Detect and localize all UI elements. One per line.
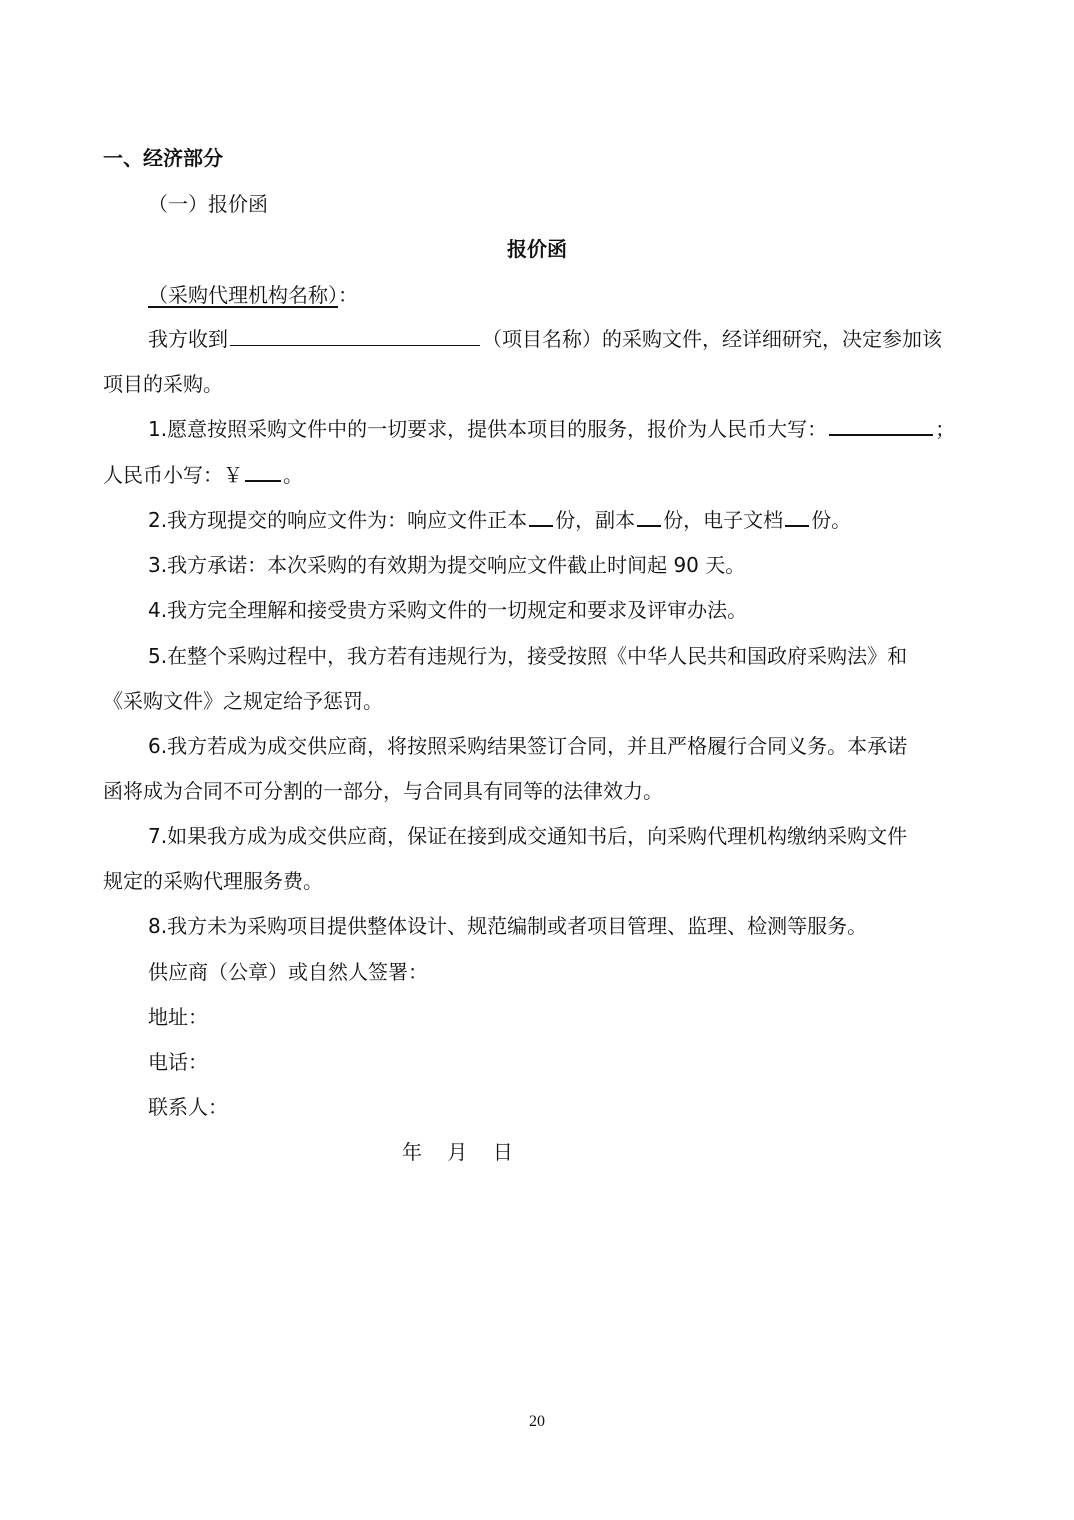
original-copies-blank bbox=[529, 505, 553, 527]
item-2-part-2: 份，副本 bbox=[555, 508, 636, 532]
addressee-name: （采购代理机构名称） bbox=[148, 283, 338, 307]
addressee-suffix: ： bbox=[338, 283, 358, 307]
item-6-line-1: 6.我方若成为成交供应商，将按照采购结果签订合同，并且严格履行合同义务。本承诺 bbox=[148, 734, 908, 758]
date-line: 年 月 日 bbox=[402, 1140, 513, 1164]
item-5-line-2: 《采购文件》之规定给予惩罚。 bbox=[103, 689, 383, 713]
price-words-blank bbox=[829, 414, 933, 436]
item-8: 8.我方未为采购项目提供整体设计、规范编制或者项目管理、监理、检测等服务。 bbox=[148, 914, 868, 938]
item-1-text: 1.愿意按照采购文件中的一切要求，提供本项目的服务，报价为人民币大写： bbox=[148, 417, 828, 441]
phone-label: 电话： bbox=[148, 1050, 208, 1074]
item-2-part-3: 份，电子文档 bbox=[663, 508, 784, 532]
section-title: 一、经济部分 bbox=[103, 146, 223, 170]
electronic-copies-blank bbox=[785, 505, 809, 527]
item-7-line-2: 规定的采购代理服务费。 bbox=[103, 869, 323, 893]
supplier-signature-label: 供应商（公章）或自然人签署： bbox=[148, 960, 428, 984]
item-1-line-2-suffix: 。 bbox=[283, 463, 303, 487]
address-label: 地址： bbox=[148, 1005, 208, 1029]
item-7-line-1: 7.如果我方成为成交供应商，保证在接到成交通知书后，向采购代理机构缴纳采购文件 bbox=[148, 824, 908, 848]
intro-prefix: 我方收到 bbox=[148, 327, 228, 351]
item-1-line-2 bbox=[103, 460, 303, 490]
item-3: 3.我方承诺：本次采购的有效期为提交响应文件截止时间起 90 天。 bbox=[148, 553, 746, 577]
price-figure-blank bbox=[245, 460, 281, 482]
item-6-line-2: 函将成为合同不可分割的一部分，与合同具有同等的法律效力。 bbox=[103, 779, 663, 803]
subsection-title: （一）报价函 bbox=[148, 192, 268, 216]
item-1-line-1 bbox=[148, 414, 955, 444]
item-2 bbox=[148, 505, 851, 535]
price-figure-label: 人民币小写：￥ bbox=[103, 463, 243, 487]
intro-middle: （项目名称）的采购文件，经详细研究，决定参加该 bbox=[482, 327, 942, 351]
page-number: 20 bbox=[529, 1413, 545, 1430]
intro-continuation: 项目的采购。 bbox=[103, 372, 223, 396]
duplicate-copies-blank bbox=[637, 505, 661, 527]
intro-line bbox=[148, 324, 942, 354]
doc-title: 报价函 bbox=[507, 237, 567, 261]
item-2-part-1: 2.我方现提交的响应文件为：响应文件正本 bbox=[148, 508, 528, 532]
item-1-end: ； bbox=[935, 417, 956, 441]
item-4: 4.我方完全理解和接受贵方采购文件的一切规定和要求及评审办法。 bbox=[148, 598, 748, 622]
addressee bbox=[148, 280, 358, 310]
contact-label: 联系人： bbox=[148, 1095, 228, 1119]
item-2-part-4: 份。 bbox=[811, 508, 852, 532]
item-5-line-1: 5.在整个采购过程中，我方若有违规行为，接受按照《中华人民共和国政府采购法》和 bbox=[148, 644, 908, 668]
project-name-blank bbox=[230, 325, 480, 346]
